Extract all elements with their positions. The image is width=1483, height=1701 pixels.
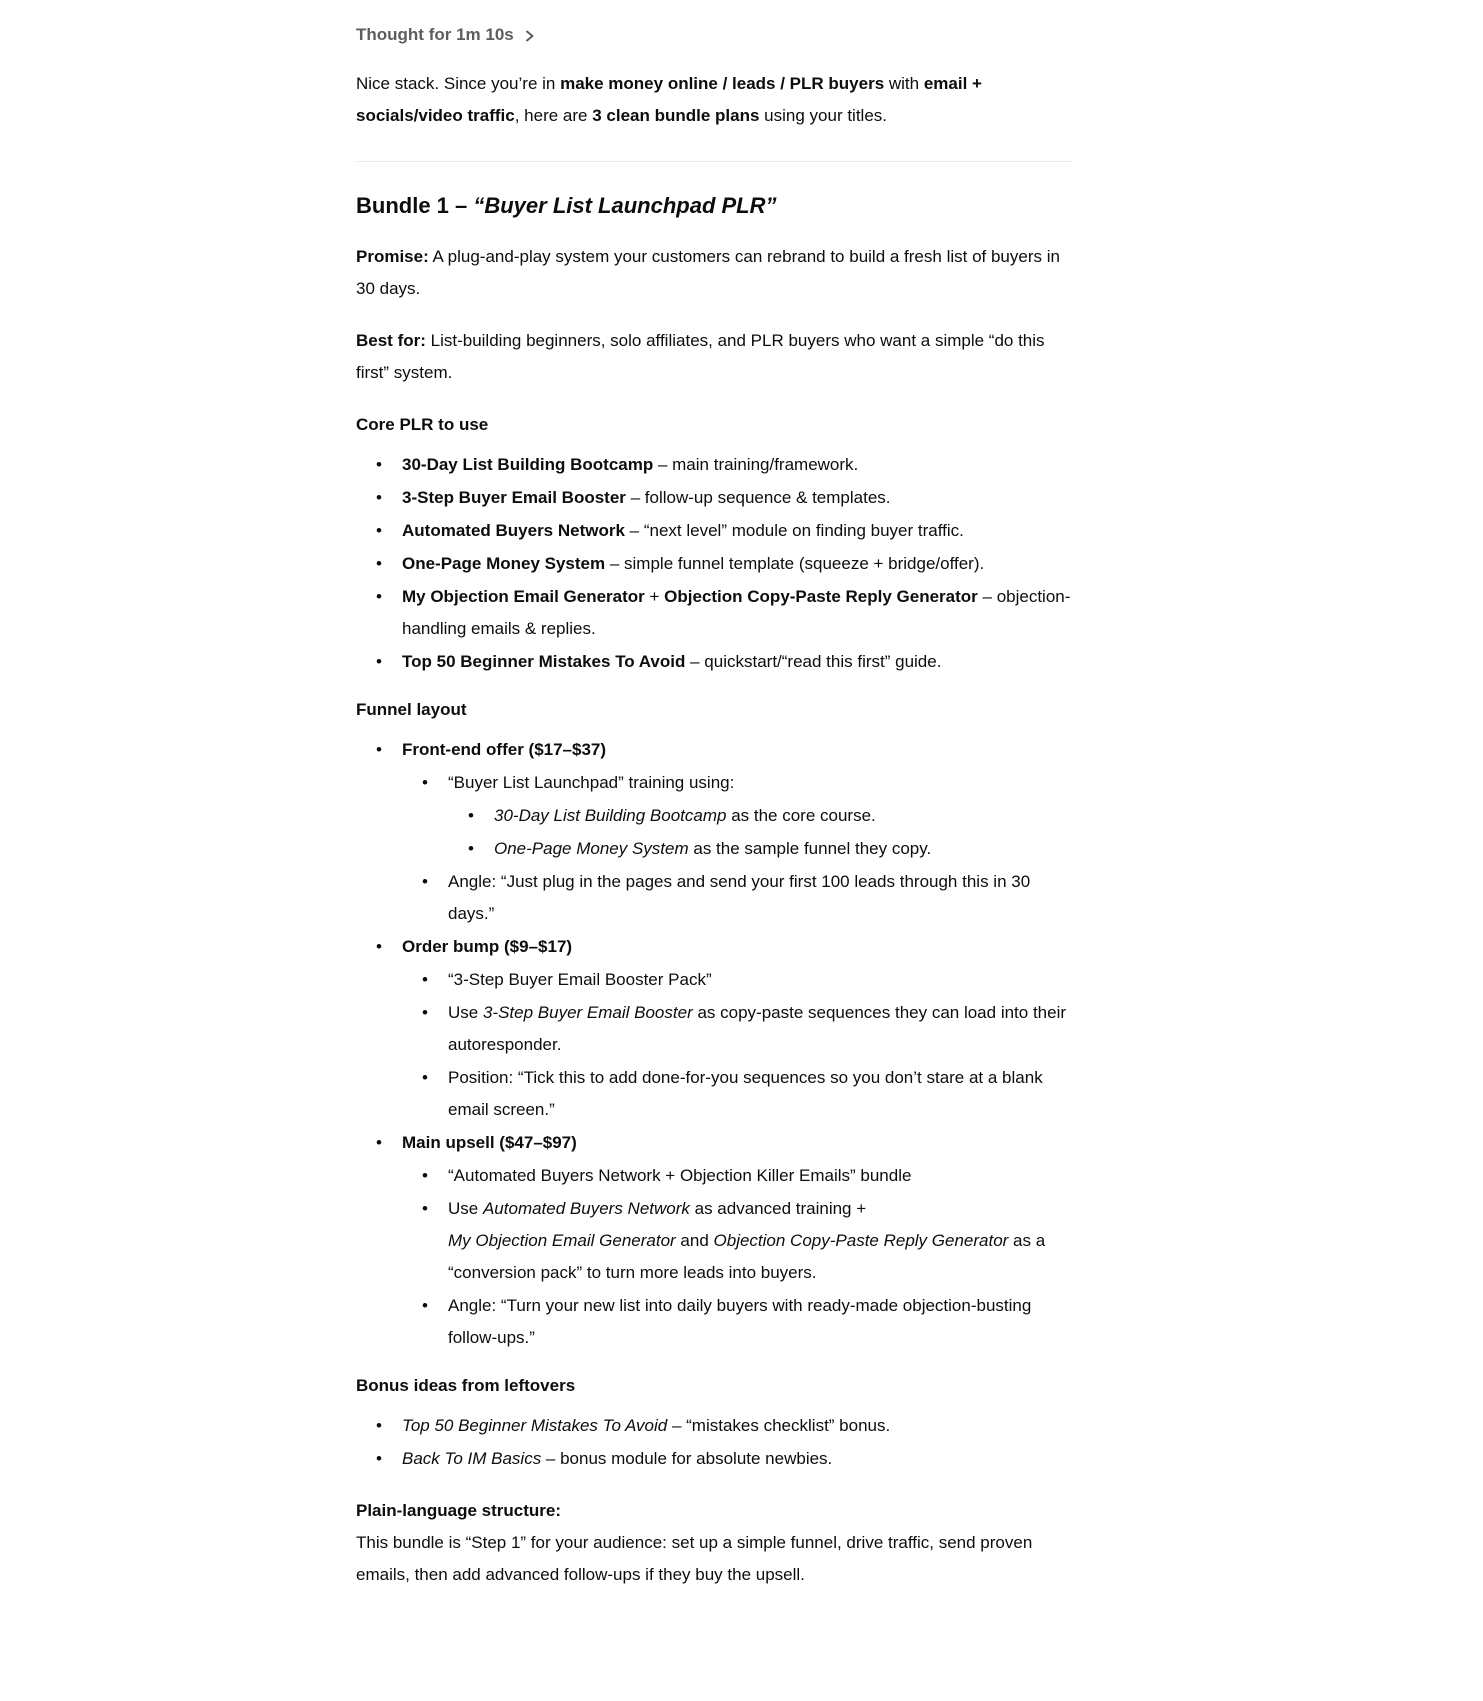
list-item	[448, 1290, 1072, 1354]
nested-list	[402, 767, 1072, 930]
text-run: email + socials/video traffic	[356, 74, 982, 125]
list-item-text	[402, 1449, 832, 1468]
list-item-text	[402, 488, 891, 507]
text-run: One-Page Money System	[494, 839, 689, 858]
list-item	[448, 1193, 1072, 1289]
text-run: “Automated Buyers Network + Objection Killer Emails” bundle	[448, 1166, 912, 1185]
list-item	[494, 800, 1072, 832]
list-item	[448, 866, 1072, 930]
intro-paragraph	[356, 68, 1072, 132]
text-run: Use	[448, 1003, 483, 1022]
core-plr-list	[356, 449, 1072, 678]
text-run: as copy-paste sequences they can load into their autoresponder.	[448, 1003, 1067, 1054]
text-run: 30-Day List Building Bootcamp	[402, 455, 654, 474]
text-run: Promise:	[356, 247, 429, 266]
promise-paragraph	[356, 241, 1072, 305]
list-item-text	[402, 521, 964, 540]
list-item-text	[448, 872, 1030, 923]
list-item-text	[448, 773, 734, 792]
bonus-ideas-list	[356, 1410, 1072, 1475]
text-run: 3 clean bundle plans	[592, 106, 760, 125]
text-run: Main upsell ($47–$97)	[402, 1133, 577, 1152]
list-item-text	[402, 937, 572, 956]
text-run: 30-Day List Building Bootcamp	[494, 806, 727, 825]
list-item	[448, 997, 1072, 1061]
list-item-text	[402, 1416, 890, 1435]
text-run: Top 50 Beginner Mistakes To Avoid	[402, 652, 686, 671]
text-run: , here are	[514, 106, 593, 125]
list-item-text	[448, 1068, 1043, 1119]
list-item-text	[402, 587, 1070, 638]
list-item-text	[402, 554, 984, 573]
text-run: Position: “Tick this to add done-for-you sequences so you don’t stare at a blank email screen.”	[448, 1068, 1043, 1119]
list-item	[402, 1410, 1072, 1442]
text-run: with	[884, 74, 924, 93]
nested-list	[402, 1160, 1072, 1354]
list-item	[448, 1160, 1072, 1192]
section-divider	[356, 161, 1072, 162]
text-run: Use	[448, 1199, 483, 1218]
list-item-text	[494, 806, 876, 825]
text-run: 3-Step Buyer Email Booster	[482, 1003, 693, 1022]
text-run: Bundle 1 –	[356, 193, 474, 218]
text-run: Objection Copy-Paste Reply Generator	[713, 1231, 1009, 1250]
text-run: Automated Buyers Network	[402, 521, 625, 540]
text-run: using your titles.	[759, 106, 888, 125]
text-run: My Objection Email Generator	[448, 1231, 676, 1250]
list-item	[402, 1127, 1072, 1354]
bundle-1-heading	[356, 191, 1072, 221]
text-run: as advanced training +	[689, 1199, 867, 1218]
text-run: as the sample funnel they copy.	[688, 839, 932, 858]
nested-list	[448, 800, 1072, 865]
text-run: – objection-handling emails & replies.	[402, 587, 1071, 638]
text-run: make money online / leads / PLR buyers	[560, 74, 885, 93]
list-item-text	[402, 740, 606, 759]
text-run: Angle: “Turn your new list into daily buyers with ready-made objection-busting follow-ups.”	[448, 1296, 1032, 1347]
list-item-text	[448, 970, 712, 989]
text-run: as the core course.	[726, 806, 876, 825]
text-run: List-building beginners, solo affiliates, and PLR buyers who want a simple “do this first” system.	[356, 331, 1045, 382]
list-item	[448, 964, 1072, 996]
list-item	[402, 449, 1072, 481]
list-item-text	[402, 455, 858, 474]
text-run: – quickstart/“read this first” guide.	[685, 652, 942, 671]
text-run: Plain-language structure:	[356, 1501, 561, 1520]
plain-structure-paragraph	[356, 1495, 1072, 1591]
text-run: One-Page Money System	[402, 554, 606, 573]
text-run: Order bump ($9–$17)	[402, 937, 573, 956]
assistant-message	[356, 0, 1072, 1611]
list-item	[402, 482, 1072, 514]
text-run: – bonus module for absolute newbies.	[541, 1449, 833, 1468]
list-item	[448, 1062, 1072, 1126]
text-run: My Objection Email Generator	[402, 587, 645, 606]
text-run: +	[644, 587, 665, 606]
list-item-text	[448, 1296, 1031, 1347]
text-run: – simple funnel template (squeeze + bridge/offer).	[605, 554, 985, 573]
thought-duration-label: Thought for 1m 10s	[356, 25, 514, 44]
text-run: Automated Buyers Network	[482, 1199, 690, 1218]
text-run: Angle: “Just plug in the pages and send your first 100 leads through this in 30 days.”	[448, 872, 1031, 923]
chevron-right-icon	[524, 26, 535, 44]
text-run: – main training/framework.	[653, 455, 859, 474]
list-item	[402, 581, 1072, 645]
text-run: Front-end offer ($17–$37)	[402, 740, 607, 759]
list-item-text	[448, 1199, 1045, 1282]
text-run: – follow-up sequence & templates.	[625, 488, 891, 507]
list-item	[402, 1443, 1072, 1475]
list-item	[402, 646, 1072, 678]
bonus-ideas-heading: Bonus ideas from leftovers	[356, 1376, 576, 1395]
list-item-text	[402, 652, 941, 671]
text-run: Top 50 Beginner Mistakes To Avoid	[402, 1416, 668, 1435]
list-item-text	[448, 1166, 911, 1185]
funnel-layout-list	[356, 734, 1072, 1354]
list-item	[402, 515, 1072, 547]
text-run: as a “conversion pack” to turn more leads into buyers.	[448, 1231, 1046, 1282]
list-item-text	[494, 839, 931, 858]
list-item-text	[402, 1133, 577, 1152]
list-item	[402, 931, 1072, 1126]
text-run: Nice stack. Since you’re in	[356, 74, 561, 93]
list-item	[448, 767, 1072, 865]
text-run: Best for:	[356, 331, 426, 350]
text-run: Objection Copy-Paste Reply Generator	[664, 587, 978, 606]
list-item	[402, 734, 1072, 930]
list-item	[494, 833, 1072, 865]
thought-duration-toggle[interactable]	[356, 22, 535, 48]
list-item	[402, 548, 1072, 580]
text-run: – “mistakes checklist” bonus.	[667, 1416, 891, 1435]
text-run: 3-Step Buyer Email Booster	[402, 488, 626, 507]
text-run: – “next level” module on finding buyer traffic.	[624, 521, 964, 540]
text-run: This bundle is “Step 1” for your audience: set up a simple funnel, drive traffic, send proven emails, then add advanced follow-ups if they buy the upsell.	[356, 1533, 1033, 1584]
text-run: “3-Step Buyer Email Booster Pack”	[448, 970, 712, 989]
funnel-layout-heading: Funnel layout	[356, 700, 467, 719]
best-for-paragraph	[356, 325, 1072, 389]
nested-list	[402, 964, 1072, 1126]
core-plr-heading: Core PLR to use	[356, 415, 489, 434]
text-run: and	[675, 1231, 714, 1250]
text-run: “Buyer List Launchpad PLR”	[473, 193, 777, 218]
text-run: “Buyer List Launchpad” training using:	[448, 773, 735, 792]
text-run: Back To IM Basics	[402, 1449, 542, 1468]
list-item-text	[448, 1003, 1066, 1054]
text-run: A plug-and-play system your customers can rebrand to build a fresh list of buyers in 30 days.	[356, 247, 1060, 298]
